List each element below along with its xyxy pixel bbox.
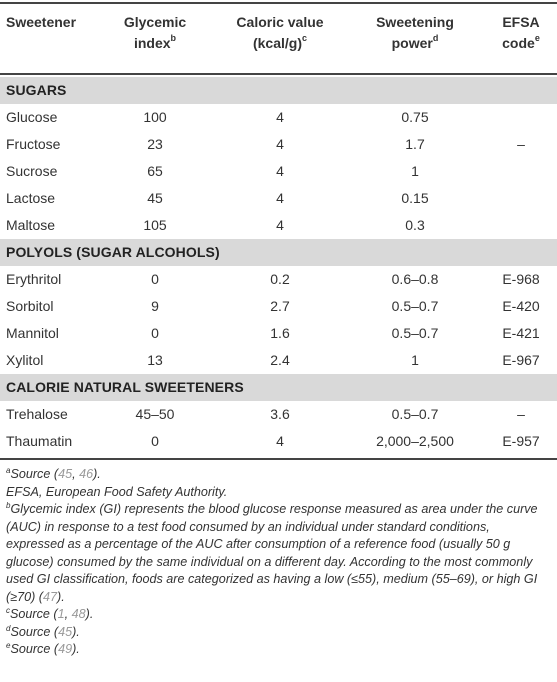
- header-gi-line2-text: index: [133, 35, 171, 51]
- footnote-e-text: Source (: [10, 642, 59, 656]
- cell-sweetening-power: 1.7: [405, 136, 425, 152]
- cell-caloric-value: 4: [276, 433, 284, 449]
- cell-caloric-value: 0.2: [270, 271, 290, 287]
- cell-efsa-code: –: [517, 406, 525, 422]
- footnote-a-marker: a: [6, 465, 11, 475]
- header-cal-line2: [225, 33, 335, 54]
- header-gi-line2: [115, 33, 195, 54]
- cell-efsa-code: E-421: [502, 325, 540, 341]
- cell-efsa-code: E-968: [502, 271, 540, 287]
- cell-efsa-code: –: [517, 136, 525, 152]
- cell-sweetening-power: 0.6–0.8: [391, 271, 439, 287]
- cell-caloric-value: 4: [276, 163, 284, 179]
- header-sp-line1: Sweetening: [376, 14, 454, 30]
- header-cal-sup: c: [302, 33, 308, 44]
- header-bottom-rule: [0, 73, 557, 75]
- cell-caloric-value: 4: [276, 109, 284, 125]
- footnote-c: [6, 606, 551, 624]
- footnote-d-end: ).: [72, 624, 80, 639]
- footnote-c-marker: c: [6, 605, 10, 615]
- table-row: [0, 158, 557, 185]
- footnote-efsa-text: EFSA, European Food Safety Authority.: [6, 484, 228, 499]
- footnote-c-end: ).: [85, 607, 94, 621]
- header-sp-sup: d: [432, 33, 439, 44]
- header-cal-line1: Caloric value: [236, 14, 324, 30]
- section-title: SUGARS: [6, 82, 67, 98]
- header-sweetening-power: [355, 12, 475, 54]
- footnote-e-ref-link[interactable]: 49: [58, 642, 73, 656]
- cell-glycemic-index: 0: [151, 433, 159, 449]
- footnote-c-text: Source (: [10, 607, 58, 621]
- header-efsa-line1: EFSA: [502, 14, 540, 30]
- cell-glycemic-index: 9: [151, 298, 159, 314]
- footnote-a-ref-link[interactable]: 46: [79, 467, 94, 481]
- table-bottom-rule: [0, 458, 557, 460]
- footnote-b: [6, 501, 551, 606]
- table-row: [0, 185, 557, 212]
- cell-sweetener: Lactose: [6, 190, 56, 206]
- cell-glycemic-index: 23: [147, 136, 163, 152]
- cell-glycemic-index: 100: [143, 109, 167, 125]
- footnote-d-text: Source (: [10, 624, 59, 639]
- table-row: [0, 293, 557, 320]
- cell-caloric-value: 2.7: [270, 298, 290, 314]
- cell-sweetener: Sucrose: [6, 163, 58, 179]
- cell-glycemic-index: 45–50: [135, 406, 175, 422]
- footnote-a-text: Source (: [10, 467, 59, 481]
- cell-caloric-value: 4: [276, 190, 284, 206]
- footnote-c-sep: ,: [64, 607, 72, 621]
- table-row: [0, 131, 557, 158]
- section-title: CALORIE NATURAL SWEETENERS: [6, 379, 244, 395]
- cell-caloric-value: 4: [276, 136, 284, 152]
- cell-glycemic-index: 13: [147, 352, 163, 368]
- cell-sweetener: Xylitol: [6, 352, 44, 368]
- header-gi-line1: Glycemic: [123, 14, 187, 30]
- header-efsa-line2: [490, 33, 552, 54]
- cell-sweetening-power: 0.3: [405, 217, 425, 233]
- cell-efsa-code: E-420: [502, 298, 540, 314]
- header-sweetener: [6, 12, 76, 33]
- footnote-a-sep: ,: [72, 467, 80, 481]
- footnote-efsa: [6, 484, 551, 502]
- cell-glycemic-index: 65: [147, 163, 163, 179]
- header-efsa-code: [490, 12, 552, 54]
- header-top-rule: [0, 2, 557, 4]
- cell-sweetener: Trehalose: [6, 406, 68, 422]
- footnote-e-marker: e: [6, 640, 11, 650]
- cell-sweetening-power: 2,000–2,500: [376, 433, 454, 449]
- header-sp-line2: [355, 33, 475, 54]
- footnote-c-ref-link[interactable]: 1: [57, 607, 65, 621]
- cell-caloric-value: 2.4: [270, 352, 290, 368]
- header-sweetener-label: Sweetener: [6, 14, 77, 30]
- footnote-c-ref-link[interactable]: 48: [71, 607, 86, 621]
- header-sp-line2-text: power: [391, 35, 433, 51]
- footnote-d-ref-link[interactable]: 45: [58, 624, 73, 639]
- cell-sweetening-power: 0.5–0.7: [391, 406, 439, 422]
- footnote-b-text: Glycemic index (GI) represents the blood glucose response measured as area under the curve (AUC) in response to a test food consumed by an individual under standard conditions, expressed as a percentage of the AUC after consumption of a reference food (usually 50 g glucose) consumed by the same individual on a different day. According to the most commonly used GI classification, foods are categorized as having a low (≤55), medium (55–69), or high GI (≥70) (: [6, 502, 538, 604]
- cell-sweetening-power: 0.5–0.7: [391, 298, 439, 314]
- table-row: [0, 320, 557, 347]
- cell-glycemic-index: 0: [151, 325, 159, 341]
- table-row: [0, 347, 557, 374]
- section-band-polyols: [0, 239, 557, 266]
- cell-sweetener: Maltose: [6, 217, 56, 233]
- section-band-sugars: [0, 77, 557, 104]
- section-band-calorie-natural: [0, 374, 557, 401]
- section-title: POLYOLS (SUGAR ALCOHOLS): [6, 244, 220, 260]
- cell-sweetener: Glucose: [6, 109, 58, 125]
- cell-efsa-code: E-957: [502, 433, 540, 449]
- footnote-b-marker: b: [6, 500, 11, 510]
- footnote-d-marker: d: [6, 623, 11, 633]
- header-efsa-line2-text: code: [502, 35, 535, 51]
- cell-sweetener: Thaumatin: [6, 433, 73, 449]
- cell-sweetening-power: 1: [411, 163, 419, 179]
- footnote-e: [6, 641, 551, 659]
- footnote-a: [6, 466, 551, 484]
- table-row: [0, 104, 557, 131]
- cell-sweetening-power: 1: [411, 352, 419, 368]
- header-glycemic-index: [115, 12, 195, 54]
- cell-glycemic-index: 105: [143, 217, 167, 233]
- footnote-e-end: ).: [72, 642, 80, 656]
- cell-sweetening-power: 0.5–0.7: [391, 325, 439, 341]
- footnote-a-ref-link[interactable]: 45: [58, 467, 73, 481]
- cell-caloric-value: 4: [276, 217, 284, 233]
- cell-sweetening-power: 0.15: [401, 190, 429, 206]
- cell-caloric-value: 1.6: [270, 325, 290, 341]
- cell-sweetener: Mannitol: [6, 325, 59, 341]
- header-efsa-sup: e: [534, 33, 540, 44]
- header-caloric-value: [225, 12, 335, 54]
- footnote-b-ref-link[interactable]: 47: [43, 589, 58, 604]
- cell-sweetener: Fructose: [6, 136, 61, 152]
- cell-caloric-value: 3.6: [270, 406, 290, 422]
- cell-sweetening-power: 0.75: [401, 109, 429, 125]
- table-footnotes: [6, 466, 551, 659]
- table-row: [0, 428, 557, 455]
- cell-glycemic-index: 0: [151, 271, 159, 287]
- footnote-a-end: ).: [93, 467, 101, 481]
- table-row: [0, 266, 557, 293]
- table-row: [0, 212, 557, 239]
- header-gi-sup: b: [170, 33, 177, 44]
- footnote-d: [6, 624, 551, 642]
- cell-sweetener: Erythritol: [6, 271, 62, 287]
- cell-sweetener: Sorbitol: [6, 298, 54, 314]
- cell-glycemic-index: 45: [147, 190, 163, 206]
- table-row: [0, 401, 557, 428]
- header-cal-line2-text: (kcal/g): [252, 35, 302, 51]
- footnote-b-end: ).: [57, 589, 65, 604]
- cell-efsa-code: E-967: [502, 352, 540, 368]
